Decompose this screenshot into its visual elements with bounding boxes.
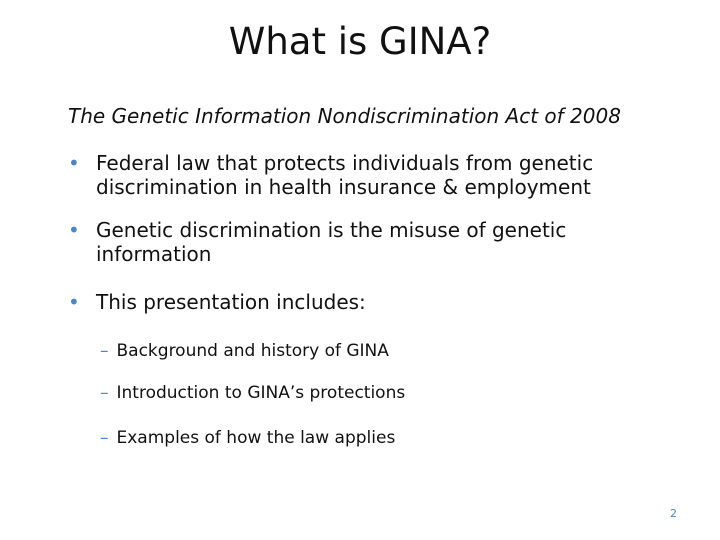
sub-bullet-text: Background and history of GINA (116, 341, 389, 361)
bullet-marker: • (68, 218, 80, 242)
bullet-text: Federal law that protects individuals from genetic discrimination in health insurance & employment (96, 151, 594, 199)
bullet-item (68, 290, 668, 314)
bullet-item (68, 218, 668, 266)
bullet-marker: • (68, 290, 80, 314)
page-number: 2 (670, 507, 677, 520)
bullet-text: This presentation includes: (96, 290, 366, 314)
sub-bullet-item (100, 427, 395, 449)
slide-title: What is GINA? (228, 20, 492, 63)
sub-bullet-marker: – (100, 341, 109, 361)
bullet-marker: • (68, 151, 80, 175)
sub-bullet-marker: – (100, 428, 109, 448)
sub-bullet-text: Examples of how the law applies (116, 428, 396, 448)
slide-subtitle: The Genetic Information Nondiscrimination Act of 2008 (68, 104, 621, 128)
sub-bullet-marker: – (100, 383, 109, 403)
sub-bullet-text: Introduction to GINA’s protections (116, 383, 406, 403)
bullet-text: Genetic discrimination is the misuse of genetic information (96, 218, 567, 266)
sub-bullet-item (100, 340, 389, 362)
bullet-item (68, 151, 668, 199)
sub-bullet-item (100, 382, 405, 404)
